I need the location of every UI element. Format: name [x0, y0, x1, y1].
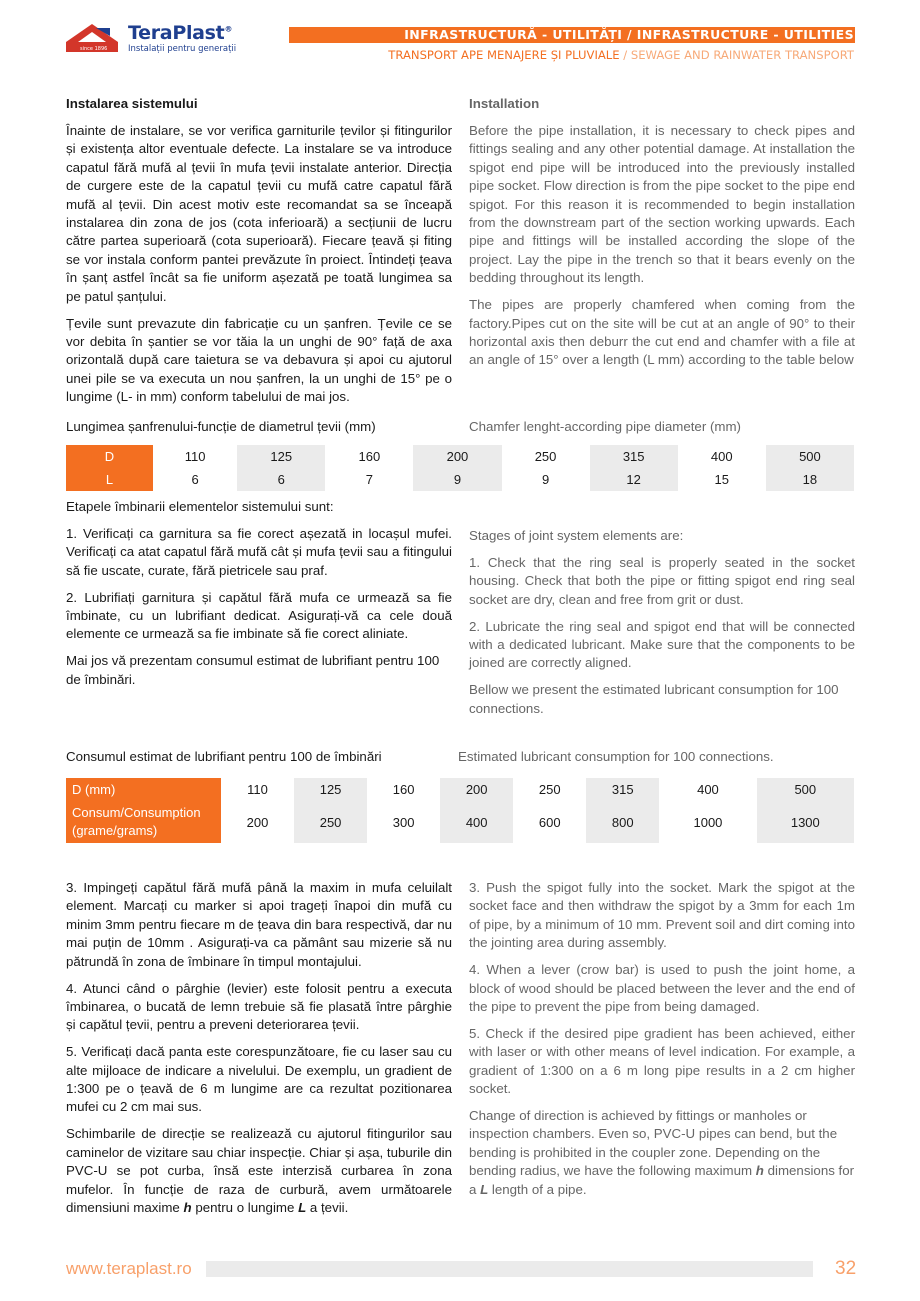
table-row [66, 445, 854, 468]
website-link[interactable]: www.teraplast.ro [66, 1259, 192, 1278]
table-cell: 600 [538, 814, 561, 830]
table-cell: 110 [247, 782, 268, 797]
table-cell: 250 [538, 782, 561, 797]
paragraph: Schimbarile de direcție se realizează cu ajutorul fitingurilor sau caminelor de vizitare sau chiar inspecție. Chiar și așa, tuburile din PVC-U se pot curba, însă este interzisă curbarea în zona mufelor. În funcție de raza de curbură, avem următoarele dimensiuni maxime h pentru o lungime L a țevii. [66, 1126, 452, 1215]
table-cell: 6 [191, 472, 199, 487]
paragraph: 1. Check that the ring seal is properly seated in the socket housing. Check that both the pipe or fitting spigot end ring seal socket are dry, clean and free from grit or dust. [469, 554, 855, 607]
page-number: 32 [835, 1258, 857, 1279]
table-cell: 9 [413, 468, 501, 491]
table-cell: 12 [590, 468, 678, 491]
section-subtitle: TRANSPORT APE MENAJERE ȘI PLUVIALE / SEWAGE AND RAINWATER TRANSPORT [388, 48, 854, 62]
steps-text-ro [66, 879, 452, 1226]
table-cell: 250 [534, 449, 557, 464]
table-cell: 800 [586, 801, 659, 843]
installation-title-en: Installation [469, 96, 540, 111]
footer-bar [206, 1261, 813, 1277]
paragraph: Țevile sunt prevazute din fabricație cu un șanfren. Țevile ce se vor debita în șantier se vor tăia la un unghi de 90° față de axa orizontală după care taietura se va debavura și apoi cu ajutorul unei pile se va executa un nou șanfren, la un unghi de 15° pe o lungime (L- in mm) conform tabelului de mai jos. [66, 315, 452, 405]
paragraph: 3. Push the spigot fully into the socket. Mark the spigot at the socket face and then withdraw the spigot by a 3mm for each 1m of pipe, by a minimum of 10 mm. Prevent soil and dirt coming into the jointing area during assembly. [469, 880, 855, 951]
table-cell: 7 [365, 472, 373, 487]
paragraph: Change of direction is achieved by fittings or manholes or inspection chambers. Even so, PVC-U pipes can bend, but the bending is prohibited in the coupler zone. Depending on the bending radius, we have the following maximum h dimensions for a L length of a pipe. [469, 1107, 855, 1197]
paragraph: 4. When a lever (crow bar) is used to push the joint home, a block of wood should be placed between the lever and the end of the pipe to prevent the pipe from being damaged. [469, 962, 855, 1014]
row-label-consumption: Consum/Consumption (grame/grams) [66, 801, 221, 843]
table-row [66, 801, 854, 843]
row-label-d: D (mm) [66, 778, 221, 801]
paragraph: 5. Verificați dacă panta este corespunzătoare, fie cu laser sau cu alte mijloace de indicare a nivelului. De exemplu, un gradient de 1:300 pe o țeavă de 6 m lungime are ca rezultat pozitionarea mufei cu 2 cm mai sus. [66, 1044, 452, 1115]
installation-text-ro [66, 122, 452, 415]
chamfer-caption-ro: Lungimea șanfrenului-funcție de diametrul țevii (mm) [66, 419, 376, 434]
paragraph: Before the pipe installation, it is necessary to check pipes and fittings sealing and any other potential damage. At installation the spigot end pipe will be introduced into the previously installed pipe socket. Flow direction is from the pipe socket to the pipe end spigot. For this reason it is recommended to begin installation from the downstream part of the section working upwards. Each pipe and fittings will be installed according the slope of the project. Lay the pipe in the trench so that it bears evenly on the bedding throughout its length. [469, 123, 855, 286]
paragraph: Etapele îmbinarii elementelor sistemului sunt: [66, 499, 334, 514]
paragraph: 5. Check if the desired pipe gradient has been achieved, either with laser or with other means of level indication. For example, a gradient of 1:300 on a 6 m long pipe results in a 2 cm higher socket. [469, 1025, 855, 1097]
installation-title-ro: Instalarea sistemului [66, 96, 198, 111]
table-cell: 315 [590, 445, 678, 468]
lubricant-table [66, 778, 854, 843]
table-cell: 300 [392, 814, 415, 830]
table-cell: 1300 [757, 801, 854, 843]
table-cell: 500 [757, 778, 854, 801]
joint-text-ro [66, 498, 452, 698]
table-cell: 500 [766, 445, 854, 468]
since-label: since 1896 [80, 46, 108, 52]
installation-text-en [469, 122, 855, 378]
table-cell: 160 [358, 449, 381, 464]
paragraph: Înainte de instalare, se vor verifica garniturile țevilor și fitingurilor și existența altor eventuale defecte. La instalare se va introduce capatul fără mufă al țevii în mufa țevii instalate anterior. Direcția de curgere este de la capatul țevii cu mufă catre capatul fără mufă al țevii. Din acest motiv este recomandat sa se înceapă instalarea din zona de jos (cota inferioară) a secțiunii de lucru către partea superioară (cota superioară). Fiecare țeavă și fiting se vor instala conform pantei prevăzute în proiect. Întindeți țeava în șanț astfel încât sa fie uniform așezată pe toată lungimea sa pe patul șanțului. [66, 123, 452, 304]
paragraph: 1. Verificați ca garnitura sa fie corect așezată in locașul mufei. Verificați ca atat capatul fără mufă cât și mufa țevii sau a fitingului să fie uscate, curate, fără pietricele sau praf. [66, 525, 452, 578]
lubricant-caption-ro: Consumul estimat de lubrifiant pentru 100 de îmbinări [66, 749, 382, 764]
table-cell: 400 [440, 801, 513, 843]
paragraph: 2. Lubrifiați garnitura și capătul fără mufa ce urmează sa fie îmbinate, cu un lubrifiant dedicat. Asigurați-vă ca cele două elemente ce urmează sa fie imbinate să fie corect aliniate. [66, 589, 452, 642]
steps-text-en [469, 879, 855, 1208]
table-cell: 15 [714, 472, 729, 487]
table-cell: 18 [766, 468, 854, 491]
table-row [66, 778, 854, 801]
paragraph: Stages of joint system elements are: [469, 528, 684, 543]
lubricant-caption-en: Estimated lubricant consumption for 100 connections. [458, 749, 774, 764]
table-cell: 200 [246, 814, 269, 830]
chamfer-caption-en: Chamfer lenght-according pipe diameter (mm) [469, 419, 741, 434]
table-cell: 9 [541, 472, 550, 487]
brand-name: TeraPlast® [128, 22, 233, 44]
section-title: INFRASTRUCTURĂ - UTILITĂȚI / INFRASTRUCTURE - UTILITIES [404, 27, 854, 42]
table-cell: 6 [237, 468, 325, 491]
table-row [66, 468, 854, 491]
paragraph: 2. Lubricate the ring seal and spigot end that will be connected with a dedicated lubricant. Make sure that the components to be joined are correctly aligned. [469, 618, 855, 671]
paragraph: Mai jos vă prezentam consumul estimat de lubrifiant pentru 100 de îmbinări. [66, 653, 440, 687]
paragraph: Bellow we present the estimated lubricant consumption for 100 connections. [469, 682, 839, 716]
table-cell: 200 [440, 778, 513, 801]
paragraph: 4. Atunci când o pârghie (levier) este folosit pentru a executa îmbinarea, o bucată de lemn trebuie să fie plasată între pârghie și capătul țevii, pentru a preveni deteriorarea țevii. [66, 980, 452, 1033]
table-cell: 250 [294, 801, 367, 843]
table-cell: 160 [392, 782, 415, 797]
table-cell: 110 [184, 449, 206, 464]
paragraph: The pipes are properly chamfered when coming from the factory.Pipes cut on the site will be cut at an angle of 90° to their horizontal axis then deburr the cut end and chamfer with a file at an angle of 15° over a length (L mm) according to the table below [469, 297, 855, 368]
table-cell: 200 [413, 445, 501, 468]
table-cell: 400 [710, 449, 733, 464]
row-label-d: D [66, 445, 153, 468]
table-cell: 315 [586, 778, 659, 801]
chamfer-table [66, 445, 854, 491]
table-cell: 1000 [693, 814, 723, 830]
table-cell: 125 [294, 778, 367, 801]
joint-text-en [469, 527, 855, 727]
table-cell: 400 [697, 782, 719, 797]
row-label-l: L [66, 468, 153, 491]
brand-tagline: Instalații pentru generații [128, 44, 237, 54]
paragraph: 3. Impingeți capătul fără mufă până la maxim in mufa celuilalt element. Marcați cu marker si apoi trageți înapoi din mufă cu minim 3mm pentru fiecare m de țeava din bara respectivă, dar nu mai puțin de 10mm . Asigurați-va ca pământ sau mizerie să nu pătrundă în zona de îmbinare în timpul montajului. [66, 880, 452, 969]
table-cell: 125 [237, 445, 325, 468]
